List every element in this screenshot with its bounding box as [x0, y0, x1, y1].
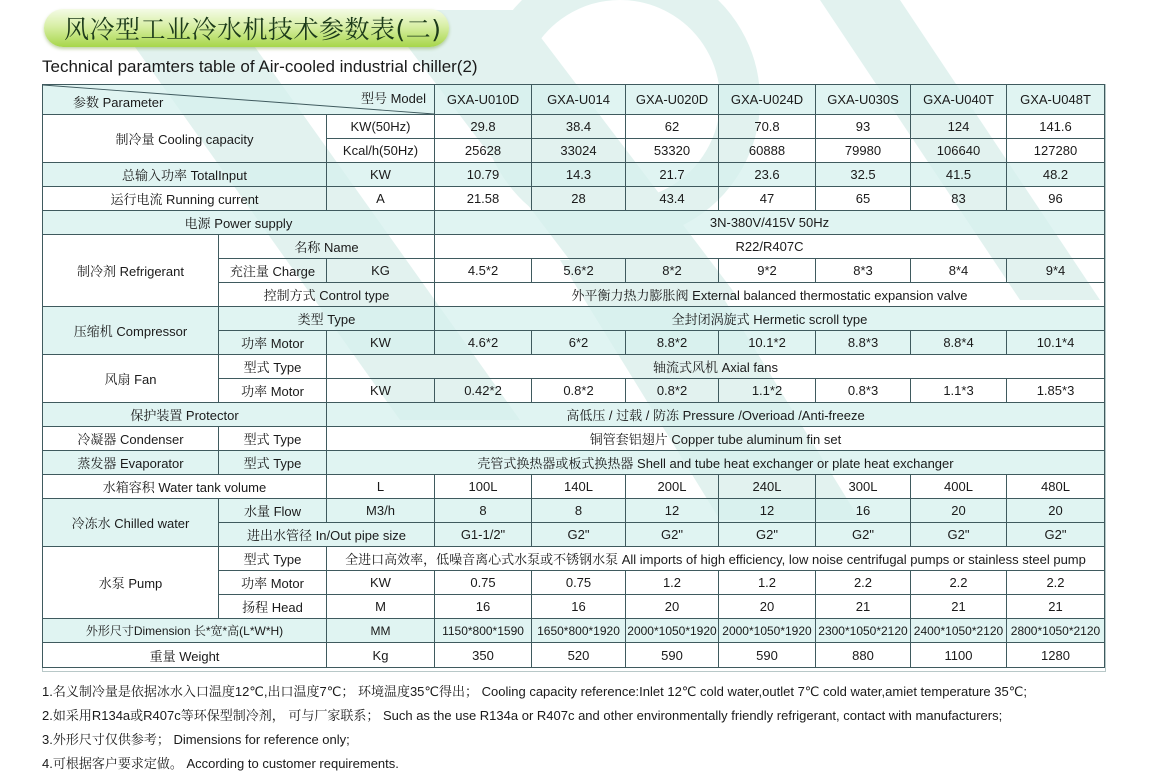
row-label-protector: 保护装置 Protector: [43, 403, 327, 427]
row-label-power-supply: 电源 Power supply: [43, 211, 435, 235]
value-cell: 1.2: [626, 571, 719, 595]
value-cell: 9*4: [1007, 259, 1105, 283]
unit-cell: Kg: [327, 643, 435, 668]
value-cell: 200L: [626, 475, 719, 499]
row-label-running-current: 运行电流 Running current: [43, 187, 327, 211]
row-label-cooling-capacity: 制冷量 Cooling capacity: [43, 115, 327, 163]
value-cell: 1650*800*1920: [532, 619, 626, 643]
sub-label: 功率 Motor: [219, 571, 327, 595]
value-cell: 2400*1050*2120: [911, 619, 1007, 643]
model-header: GXA-U040T: [911, 85, 1007, 115]
row-label-condenser: 冷凝器 Condenser: [43, 427, 219, 451]
value-cell: 16: [435, 595, 532, 619]
value-cell: 79980: [816, 139, 911, 163]
value-cell: 43.4: [626, 187, 719, 211]
value-cell: 400L: [911, 475, 1007, 499]
table-row: [43, 163, 1105, 187]
row-label-compressor: 压缩机 Compressor: [43, 307, 219, 355]
value-cell: 20: [1007, 499, 1105, 523]
value-cell: 1100: [911, 643, 1007, 668]
value-cell: 8: [435, 499, 532, 523]
row-label-water-tank: 水箱容积 Water tank volume: [43, 475, 327, 499]
value-cell: G2": [719, 523, 816, 547]
row-label-total-input: 总输入功率 TotalInput: [43, 163, 327, 187]
value-cell: 8.8*4: [911, 331, 1007, 355]
row-label-fan: 风扇 Fan: [43, 355, 219, 403]
value-cell: 1150*800*1590: [435, 619, 532, 643]
unit-cell: KW: [327, 379, 435, 403]
value-cell: 2800*1050*2120: [1007, 619, 1105, 643]
value-cell: 2.2: [816, 571, 911, 595]
table-row: [43, 475, 1105, 499]
value-cell: G2": [532, 523, 626, 547]
sub-label: 充注量 Charge: [219, 259, 327, 283]
sub-label: 水量 Flow: [219, 499, 327, 523]
value-cell: 140L: [532, 475, 626, 499]
table-row: [43, 307, 1105, 331]
value-cell: 0.8*3: [816, 379, 911, 403]
value-cell: 1.1*3: [911, 379, 1007, 403]
model-header: GXA-U014: [532, 85, 626, 115]
value-cell: 8: [532, 499, 626, 523]
value-cell: 38.4: [532, 115, 626, 139]
row-label-dimension: 外形尺寸Dimension 长*宽*高(L*W*H): [43, 619, 327, 643]
unit-cell: KW: [327, 571, 435, 595]
model-header: GXA-U020D: [626, 85, 719, 115]
value-cell: 880: [816, 643, 911, 668]
page-subtitle: Technical paramters table of Air-cooled industrial chiller(2): [42, 57, 478, 76]
unit-cell: KG: [327, 259, 435, 283]
value-cell: 28: [532, 187, 626, 211]
table-row: [43, 427, 1105, 451]
sub-label: 功率 Motor: [219, 331, 327, 355]
unit-cell: KW(50Hz): [327, 115, 435, 139]
sub-label: 功率 Motor: [219, 379, 327, 403]
footnote: 2.如采用R134a或R407c等环保型制冷剂， 可与厂家联系； Such as the use R134a or R407c and other environmentally friendly refrigerant, contact with manufacturers;: [42, 708, 1003, 723]
condenser-value: 铜管套铝翅片 Copper tube aluminum fin set: [327, 427, 1105, 451]
value-cell: 300L: [816, 475, 911, 499]
value-cell: 23.6: [719, 163, 816, 187]
value-cell: 10.79: [435, 163, 532, 187]
sub-label: 型式 Type: [219, 427, 327, 451]
header-corner: [43, 85, 435, 115]
value-cell: 60888: [719, 139, 816, 163]
value-cell: 100L: [435, 475, 532, 499]
page-title: 风冷型工业冷水机技术参数表(二): [64, 15, 442, 44]
value-cell: 21.7: [626, 163, 719, 187]
value-cell: G2": [816, 523, 911, 547]
value-cell: 106640: [911, 139, 1007, 163]
value-cell: G2": [1007, 523, 1105, 547]
unit-cell: A: [327, 187, 435, 211]
table-row: [43, 451, 1105, 475]
sub-label: 名称 Name: [219, 235, 435, 259]
table-row: [43, 547, 1105, 571]
value-cell: 48.2: [1007, 163, 1105, 187]
unit-cell: MM: [327, 619, 435, 643]
row-label-chilled-water: 冷冻水 Chilled water: [43, 499, 219, 547]
table-row: [43, 403, 1105, 427]
sub-label: 控制方式 Control type: [219, 283, 435, 307]
value-cell: 127280: [1007, 139, 1105, 163]
value-cell: 21: [911, 595, 1007, 619]
value-cell: 520: [532, 643, 626, 668]
value-cell: 8*2: [626, 259, 719, 283]
value-cell: 240L: [719, 475, 816, 499]
unit-cell: KW: [327, 331, 435, 355]
table-row: [43, 619, 1105, 643]
table-row: [43, 187, 1105, 211]
value-cell: 8*3: [816, 259, 911, 283]
value-cell: 0.75: [435, 571, 532, 595]
value-cell: 21.58: [435, 187, 532, 211]
value-cell: 8.8*2: [626, 331, 719, 355]
value-cell: 70.8: [719, 115, 816, 139]
value-cell: 590: [626, 643, 719, 668]
value-cell: 0.75: [532, 571, 626, 595]
value-cell: 12: [626, 499, 719, 523]
value-cell: 14.3: [532, 163, 626, 187]
sub-label: 进出水管径 In/Out pipe size: [219, 523, 435, 547]
spec-table: [42, 84, 1105, 668]
value-cell: 1.2: [719, 571, 816, 595]
value-cell: 1280: [1007, 643, 1105, 668]
row-label-pump: 水泵 Pump: [43, 547, 219, 619]
value-cell: 53320: [626, 139, 719, 163]
value-cell: 2300*1050*2120: [816, 619, 911, 643]
evaporator-value: 壳管式换热器或板式换热器 Shell and tube heat exchanger or plate heat exchanger: [327, 451, 1105, 475]
value-cell: G2": [911, 523, 1007, 547]
value-cell: 96: [1007, 187, 1105, 211]
value-cell: 0.8*2: [626, 379, 719, 403]
sub-label: 型式 Type: [219, 547, 327, 571]
value-cell: 2000*1050*1920: [719, 619, 816, 643]
control-type-value: 外平衡力热力膨胀阀 External balanced thermostatic expansion valve: [435, 283, 1105, 307]
model-header: GXA-U010D: [435, 85, 532, 115]
fan-type-value: 轴流式风机 Axial fans: [327, 355, 1105, 379]
sub-label: 扬程 Head: [219, 595, 327, 619]
value-cell: 5.6*2: [532, 259, 626, 283]
value-cell: 29.8: [435, 115, 532, 139]
table-row: [43, 643, 1105, 668]
value-cell: 83: [911, 187, 1007, 211]
value-cell: 350: [435, 643, 532, 668]
value-cell: 62: [626, 115, 719, 139]
value-cell: 32.5: [816, 163, 911, 187]
value-cell: 480L: [1007, 475, 1105, 499]
table-row: [43, 355, 1105, 379]
model-header: GXA-U048T: [1007, 85, 1105, 115]
sub-label: 型式 Type: [219, 451, 327, 475]
sub-label: 类型 Type: [219, 307, 435, 331]
value-cell: 20: [911, 499, 1007, 523]
value-cell: 9*2: [719, 259, 816, 283]
value-cell: 12: [719, 499, 816, 523]
value-cell: 20: [719, 595, 816, 619]
row-label-refrigerant: 制冷剂 Refrigerant: [43, 235, 219, 307]
value-cell: 10.1*4: [1007, 331, 1105, 355]
value-cell: 4.6*2: [435, 331, 532, 355]
footnotes: [42, 680, 1027, 776]
value-cell: 0.8*2: [532, 379, 626, 403]
row-label-evaporator: 蒸发器 Evaporator: [43, 451, 219, 475]
unit-cell: L: [327, 475, 435, 499]
value-cell: 93: [816, 115, 911, 139]
value-cell: 10.1*2: [719, 331, 816, 355]
pump-type-value: 全进口高效率，低噪音离心式水泵或不锈钢水泵 All imports of high efficiency, low noise centrifugal pumps or stainless steel pump: [327, 547, 1105, 571]
value-cell: 25628: [435, 139, 532, 163]
value-cell: 124: [911, 115, 1007, 139]
value-cell: 6*2: [532, 331, 626, 355]
value-cell: 16: [816, 499, 911, 523]
refrigerant-name-value: R22/R407C: [435, 235, 1105, 259]
value-cell: 2.2: [1007, 571, 1105, 595]
footnote: 4.可根据客户要求定做。 According to customer requirements.: [42, 756, 399, 771]
value-cell: 590: [719, 643, 816, 668]
unit-cell: KW: [327, 163, 435, 187]
value-cell: 2.2: [911, 571, 1007, 595]
value-cell: G1-1/2": [435, 523, 532, 547]
value-cell: 16: [532, 595, 626, 619]
value-cell: 20: [626, 595, 719, 619]
value-cell: 8.8*3: [816, 331, 911, 355]
unit-cell: M3/h: [327, 499, 435, 523]
value-cell: G2": [626, 523, 719, 547]
table-row: [43, 235, 1105, 259]
value-cell: 0.42*2: [435, 379, 532, 403]
value-cell: 4.5*2: [435, 259, 532, 283]
unit-cell: Kcal/h(50Hz): [327, 139, 435, 163]
value-cell: 47: [719, 187, 816, 211]
value-cell: 2000*1050*1920: [626, 619, 719, 643]
table-row: [43, 115, 1105, 139]
model-label: 型号 Model: [360, 91, 426, 106]
value-cell: 141.6: [1007, 115, 1105, 139]
parameter-label: 参数 Parameter: [73, 95, 164, 110]
value-cell: 33024: [532, 139, 626, 163]
power-supply-value: 3N-380V/415V 50Hz: [435, 211, 1105, 235]
value-cell: 65: [816, 187, 911, 211]
header-row: [43, 85, 1105, 115]
table-row: [43, 211, 1105, 235]
value-cell: 41.5: [911, 163, 1007, 187]
value-cell: 1.1*2: [719, 379, 816, 403]
table-row: [43, 499, 1105, 523]
compressor-type-value: 全封闭涡旋式 Hermetic scroll type: [435, 307, 1105, 331]
footnote: 1.名义制冷量是依据冰水入口温度12℃,出口温度7℃； 环境温度35℃得出； Cooling capacity reference:Inlet 12℃ cold water,outlet 7℃ cold water,amiet temperature 35℃;: [42, 684, 1027, 699]
value-cell: 1.85*3: [1007, 379, 1105, 403]
protector-value: 高低压 / 过载 / 防冻 Pressure /Overioad /Anti-freeze: [327, 403, 1105, 427]
model-header: GXA-U030S: [816, 85, 911, 115]
sub-label: 型式 Type: [219, 355, 327, 379]
unit-cell: M: [327, 595, 435, 619]
value-cell: 21: [1007, 595, 1105, 619]
row-label-weight: 重量 Weight: [43, 643, 327, 668]
value-cell: 8*4: [911, 259, 1007, 283]
model-header: GXA-U024D: [719, 85, 816, 115]
value-cell: 21: [816, 595, 911, 619]
footnote: 3.外形尺寸仅供参考； Dimensions for reference only;: [42, 732, 350, 747]
